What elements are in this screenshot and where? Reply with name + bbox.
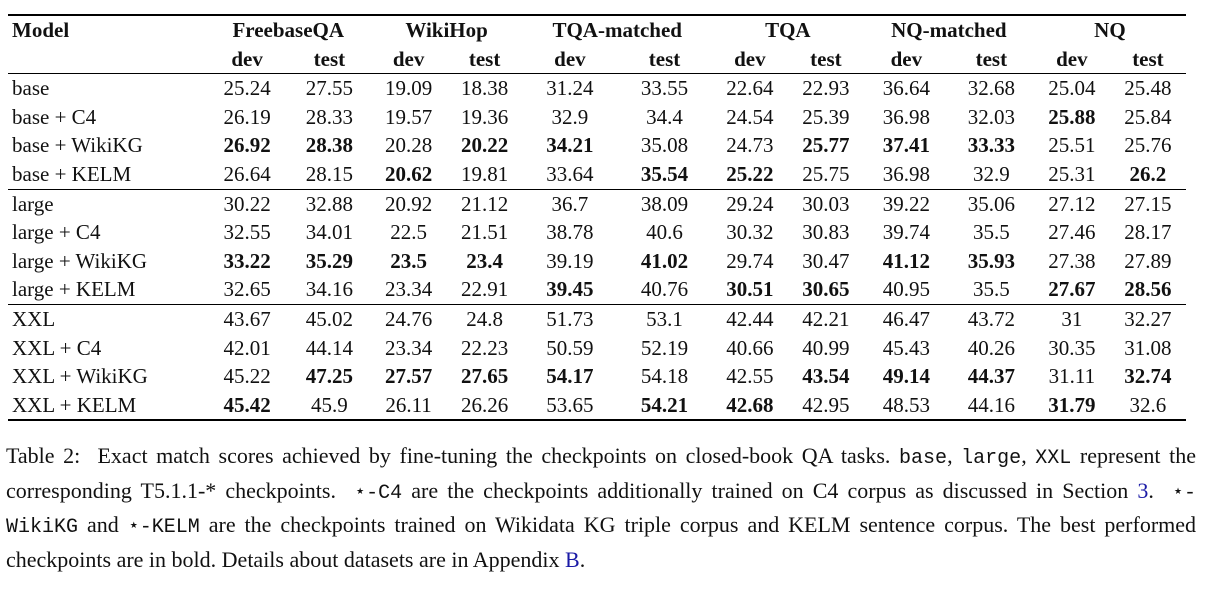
score-cell: 31.11: [1048, 364, 1096, 389]
score-cell: 19.09: [384, 76, 433, 101]
score-cell: 28.56: [1124, 277, 1172, 302]
score-cell: 25.04: [1048, 76, 1096, 101]
score-cell: 27.65: [460, 364, 509, 389]
score-cell: 28.33: [305, 104, 354, 129]
score-cell: 19.81: [460, 161, 509, 186]
group-header-nq-matched: NQ-matched: [864, 15, 1034, 45]
model-name-cell: large + KELM: [12, 277, 136, 302]
score-cell: 44.14: [305, 335, 354, 360]
score-cell: 30.83: [802, 220, 850, 245]
score-cell: 27.55: [305, 76, 354, 101]
score-cell: 25.51: [1048, 133, 1096, 158]
split-header-test: test: [447, 45, 523, 74]
table-row: [8, 103, 1186, 132]
score-cell: 53.65: [523, 391, 618, 421]
score-cell: 26.2: [1129, 161, 1167, 186]
score-cell: 32.88: [288, 189, 370, 218]
score-cell: 25.24: [223, 76, 271, 101]
caption-text-4: .: [1148, 477, 1154, 503]
score-cell: 26.64: [223, 161, 271, 186]
caption-code-xxl: XXL: [1035, 447, 1072, 470]
caption-text-6: are the checkpoints trained on Wikidata KG triple corpus and KELM sentence corpus. The best performed checkpoints are in bold. Details about datasets are in Appendix: [6, 512, 1197, 572]
score-cell: 22.91: [460, 277, 509, 302]
score-cell: 38.78: [546, 220, 594, 245]
table-row: [8, 304, 1186, 333]
score-cell: 47.25: [305, 364, 354, 389]
model-subheader-blank: [8, 45, 206, 74]
score-cell: 30.47: [802, 248, 850, 273]
caption-text-1: Exact match scores achieved by fine-tuning the checkpoints on closed-book QA tasks.: [97, 443, 891, 468]
score-cell: 42.44: [712, 304, 788, 333]
model-name-cell: base: [12, 76, 50, 101]
table-row: [8, 247, 1186, 276]
score-cell: 45.9: [288, 391, 370, 421]
score-cell: 30.35: [1048, 335, 1096, 360]
table-row: [8, 189, 1186, 218]
score-cell: 24.76: [371, 304, 447, 333]
score-cell: 51.73: [523, 304, 618, 333]
score-cell: 35.5: [972, 277, 1010, 302]
score-cell: 32.6: [1110, 391, 1186, 421]
score-cell: 39.19: [546, 248, 594, 273]
score-cell: 22.93: [802, 76, 850, 101]
score-cell: 53.1: [617, 304, 712, 333]
score-cell: 34.4: [646, 104, 683, 129]
score-cell: 27.38: [1048, 248, 1096, 273]
caption-text-2: represent the corresponding T5.1.1-* checkpoints.: [6, 443, 1197, 503]
score-cell: 54.18: [640, 364, 689, 389]
score-cell: 32.03: [967, 104, 1015, 129]
score-cell: 23.4: [466, 248, 503, 273]
score-cell: 46.47: [864, 304, 949, 333]
score-cell: 20.22: [460, 133, 509, 158]
score-cell: 27.12: [1034, 189, 1110, 218]
score-cell: 28.15: [305, 161, 354, 186]
score-cell: 32.74: [1124, 364, 1172, 389]
score-cell: 40.99: [802, 335, 850, 360]
score-cell: 20.28: [384, 133, 433, 158]
score-cell: 25.88: [1048, 104, 1096, 129]
score-cell: 22.64: [726, 76, 774, 101]
score-cell: 36.98: [882, 161, 930, 186]
score-cell: 19.36: [460, 104, 509, 129]
model-name-cell: base + KELM: [12, 161, 132, 186]
score-cell: 48.53: [864, 391, 949, 421]
score-cell: 24.8: [447, 304, 523, 333]
score-cell: 26.92: [223, 133, 271, 158]
caption-text-3: are the checkpoints additionally trained on C4 corpus as discussed in Section: [411, 477, 1129, 503]
score-cell: 35.54: [640, 161, 689, 186]
score-cell: 20.92: [371, 189, 447, 218]
table-row: [8, 391, 1186, 421]
score-cell: 23.34: [384, 277, 433, 302]
score-cell: 30.65: [802, 277, 850, 302]
model-name-cell: XXL + C4: [12, 335, 102, 360]
score-cell: 54.21: [617, 391, 712, 421]
caption-comma-2: ,: [1021, 443, 1027, 468]
caption-text-5: and: [86, 512, 119, 537]
score-cell: 23.34: [384, 335, 433, 360]
score-cell: 45.43: [882, 335, 930, 360]
score-cell: 32.9: [972, 161, 1010, 186]
score-cell: 28.17: [1124, 220, 1172, 245]
score-cell: 32.65: [223, 277, 271, 302]
split-header-test: test: [949, 45, 1034, 74]
score-cell: 21.12: [447, 189, 523, 218]
model-name-cell: large + C4: [12, 220, 101, 245]
score-cell: 30.03: [788, 189, 864, 218]
score-cell: 27.46: [1048, 220, 1096, 245]
score-cell: 25.84: [1124, 104, 1172, 129]
score-cell: 28.38: [305, 133, 354, 158]
split-header-test: test: [1110, 45, 1186, 74]
section-ref-link[interactable]: 3: [1137, 477, 1149, 503]
score-cell: 40.26: [967, 335, 1015, 360]
split-header-test: test: [288, 45, 370, 74]
table-caption: [6, 440, 1196, 575]
model-name-cell: base + WikiKG: [12, 133, 143, 158]
score-cell: 31.79: [1034, 391, 1110, 421]
score-cell: 22.5: [390, 220, 427, 245]
results-table: [8, 14, 1186, 421]
table-row: [8, 218, 1186, 247]
score-cell: 22.23: [460, 335, 509, 360]
score-cell: 54.17: [546, 364, 594, 389]
score-cell: 45.42: [206, 391, 288, 421]
table-body: [8, 74, 1186, 421]
score-cell: 34.01: [305, 220, 354, 245]
score-cell: 24.73: [726, 133, 774, 158]
score-cell: 25.48: [1124, 76, 1172, 101]
group-header-tqa: TQA: [712, 15, 864, 45]
model-name-cell: base + C4: [12, 104, 97, 129]
score-cell: 25.76: [1124, 133, 1172, 158]
header-row-groups: [8, 15, 1186, 45]
score-cell: 44.37: [967, 364, 1015, 389]
split-header-dev: dev: [1034, 45, 1110, 74]
score-cell: 27.15: [1110, 189, 1186, 218]
model-name-cell: large: [8, 189, 206, 218]
score-cell: 20.62: [384, 161, 433, 186]
score-cell: 39.74: [882, 220, 930, 245]
score-cell: 40.6: [646, 220, 683, 245]
score-cell: 52.19: [640, 335, 689, 360]
caption-comma-1: ,: [947, 443, 953, 468]
score-cell: 31.24: [546, 76, 594, 101]
score-cell: 33.64: [546, 161, 594, 186]
score-cell: 29.74: [726, 248, 774, 273]
score-cell: 44.16: [949, 391, 1034, 421]
caption-code-wikikg: ⋆-WikiKG: [6, 481, 1197, 539]
score-cell: 39.22: [864, 189, 949, 218]
score-cell: 40.66: [726, 335, 774, 360]
score-cell: 21.51: [460, 220, 509, 245]
score-cell: 42.95: [788, 391, 864, 421]
caption-text-7: .: [579, 546, 586, 572]
score-cell: 32.68: [967, 76, 1015, 101]
score-cell: 42.55: [726, 364, 774, 389]
score-cell: 32.55: [223, 220, 271, 245]
table-row: [8, 362, 1186, 391]
score-cell: 42.68: [712, 391, 788, 421]
score-cell: 26.26: [447, 391, 523, 421]
score-cell: 18.38: [460, 76, 509, 101]
score-cell: 23.5: [390, 248, 427, 273]
score-cell: 49.14: [882, 364, 930, 389]
table-row: [8, 131, 1186, 160]
score-cell: 40.95: [882, 277, 930, 302]
group-header-freebaseqa: FreebaseQA: [206, 15, 371, 45]
score-cell: 32.27: [1110, 304, 1186, 333]
score-cell: 35.08: [640, 133, 689, 158]
score-cell: 33.22: [223, 248, 271, 273]
score-cell: 36.98: [882, 104, 930, 129]
table-row: [8, 160, 1186, 189]
score-cell: 27.67: [1048, 277, 1096, 302]
score-cell: 30.51: [726, 277, 774, 302]
split-header-dev: dev: [206, 45, 288, 74]
score-cell: 25.39: [802, 104, 850, 129]
score-cell: 31: [1034, 304, 1110, 333]
score-cell: 26.11: [371, 391, 447, 421]
score-cell: 36.64: [882, 76, 930, 101]
score-cell: 35.5: [972, 220, 1010, 245]
split-header-dev: dev: [864, 45, 949, 74]
score-cell: 29.24: [712, 189, 788, 218]
score-cell: 30.32: [726, 220, 774, 245]
score-cell: 25.22: [726, 161, 774, 186]
score-cell: 35.93: [967, 248, 1015, 273]
model-name-cell: XXL: [8, 304, 206, 333]
model-name-cell: XXL + KELM: [8, 391, 206, 421]
score-cell: 45.02: [288, 304, 370, 333]
model-column-header: Model: [8, 15, 206, 45]
caption-code-kelm: ⋆-KELM: [127, 516, 200, 539]
score-cell: 37.41: [882, 133, 930, 158]
score-cell: 25.77: [802, 133, 850, 158]
score-cell: 50.59: [546, 335, 594, 360]
score-cell: 35.06: [949, 189, 1034, 218]
score-cell: 27.57: [384, 364, 433, 389]
score-cell: 38.09: [617, 189, 712, 218]
score-cell: 35.29: [305, 248, 354, 273]
caption-code-base: base: [899, 447, 948, 470]
score-cell: 43.54: [802, 364, 850, 389]
caption-label: Table 2:: [6, 443, 81, 468]
score-cell: 42.01: [223, 335, 271, 360]
score-cell: 32.9: [551, 104, 589, 129]
score-cell: 34.21: [546, 133, 594, 158]
header-row-splits: [8, 45, 1186, 74]
split-header-test: test: [617, 45, 712, 74]
score-cell: 39.45: [546, 277, 594, 302]
group-header-tqa-matched: TQA-matched: [523, 15, 712, 45]
score-cell: 41.02: [640, 248, 689, 273]
score-cell: 33.55: [640, 76, 689, 101]
score-cell: 36.7: [523, 189, 618, 218]
score-cell: 27.89: [1124, 248, 1172, 273]
score-cell: 34.16: [305, 277, 354, 302]
group-header-wikihop: WikiHop: [371, 15, 523, 45]
group-header-nq: NQ: [1034, 15, 1186, 45]
score-cell: 24.54: [726, 104, 774, 129]
score-cell: 42.21: [788, 304, 864, 333]
split-header-dev: dev: [523, 45, 618, 74]
split-header-dev: dev: [371, 45, 447, 74]
score-cell: 43.67: [206, 304, 288, 333]
score-cell: 40.76: [640, 277, 689, 302]
table-row: [8, 275, 1186, 304]
table-row: [8, 334, 1186, 363]
caption-code-large: large: [961, 447, 1022, 470]
model-name-cell: large + WikiKG: [12, 248, 148, 273]
score-cell: 30.22: [206, 189, 288, 218]
score-cell: 25.75: [802, 161, 850, 186]
score-cell: 26.19: [223, 104, 271, 129]
table-row: [8, 74, 1186, 103]
score-cell: 33.33: [967, 133, 1015, 158]
model-name-cell: XXL + WikiKG: [12, 364, 148, 389]
appendix-ref-link[interactable]: B: [565, 546, 580, 572]
score-cell: 45.22: [223, 364, 271, 389]
score-cell: 19.57: [384, 104, 433, 129]
caption-code-c4: ⋆-C4: [354, 481, 403, 505]
score-cell: 31.08: [1124, 335, 1172, 360]
score-cell: 43.72: [949, 304, 1034, 333]
split-header-dev: dev: [712, 45, 788, 74]
score-cell: 41.12: [882, 248, 930, 273]
split-header-test: test: [788, 45, 864, 74]
score-cell: 25.31: [1048, 161, 1096, 186]
